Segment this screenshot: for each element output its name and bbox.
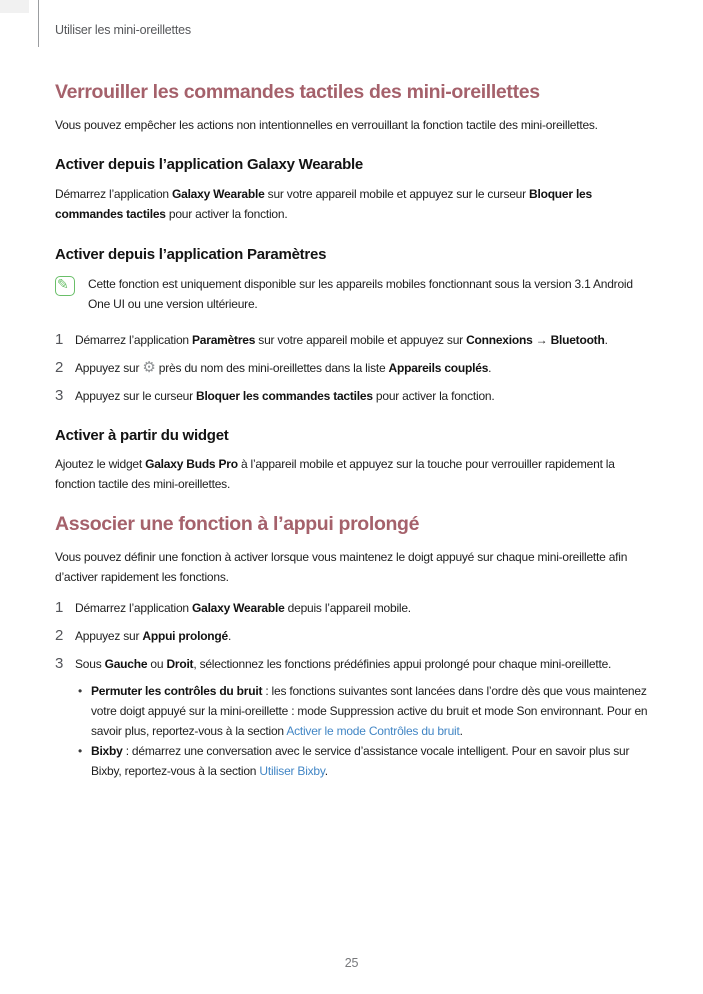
bullet-item-text bbox=[91, 741, 649, 781]
bold-text: Appui prolongé bbox=[142, 629, 228, 643]
numbered-list-touch-and-hold bbox=[55, 598, 649, 781]
paragraph-lock-intro: Vous pouvez empêcher les actions non intentionnelles en verrouillant la fonction tactile des mini-oreillettes. bbox=[55, 118, 598, 132]
text-segment: → bbox=[532, 333, 551, 347]
list-item-text bbox=[75, 598, 649, 618]
bold-text: Appareils couplés bbox=[388, 361, 489, 375]
text-segment: . bbox=[459, 724, 463, 738]
list-item bbox=[55, 598, 649, 618]
note-text: Cette fonction est uniquement disponible sur les appareils mobiles fonctionnant sous la version 3.1 Android One UI ou une version ultérieure. bbox=[88, 277, 633, 311]
bold-text: Droit bbox=[166, 657, 194, 671]
text-segment: , sélectionnez les fonctions prédéfinies appui prolongé pour chaque mini-oreillette. bbox=[193, 657, 612, 671]
text-segment: pour activer la fonction. bbox=[372, 389, 495, 403]
list-item bbox=[55, 330, 649, 350]
text-segment: ou bbox=[147, 657, 167, 671]
list-item-text bbox=[75, 330, 649, 350]
text-segment: Appuyez sur bbox=[75, 629, 143, 643]
text-segment: Démarrez l’application bbox=[75, 333, 192, 347]
text-segment: . bbox=[488, 361, 492, 375]
text-segment: . bbox=[324, 764, 328, 778]
list-number: 3 bbox=[55, 387, 64, 404]
note-callout bbox=[55, 274, 649, 314]
section-title-touch-and-hold: Associer une fonction à l’appui prolongé bbox=[55, 513, 420, 535]
bullet-item-text bbox=[91, 681, 649, 741]
bold-text: Gauche bbox=[104, 657, 148, 671]
subsection-title-enable-galaxy-wearable: Activer depuis l’application Galaxy Wearable bbox=[55, 156, 364, 173]
text-segment: : les fonctions suivantes sont lancées dans l’ordre dès que vous maintenez votre doigt appuyé sur la mini-oreillette : mode Suppression active du bruit et mode Son environnant. Pour en savoir plus, reportez-vous à la section bbox=[91, 684, 648, 738]
section-title-lock-touch-controls: Verrouiller les commandes tactiles des mini-oreillettes bbox=[55, 81, 540, 103]
text-segment: depuis l’appareil mobile. bbox=[284, 601, 411, 615]
paragraph-enable-galaxy-wearable bbox=[55, 184, 649, 224]
subsection-title-enable-settings-app: Activer depuis l’application Paramètres bbox=[55, 246, 327, 263]
cross-reference-link[interactable]: Utiliser Bixby bbox=[259, 764, 325, 778]
list-item-text bbox=[75, 386, 649, 406]
bold-text: Permuter les contrôles du bruit bbox=[91, 684, 263, 698]
list-item-text bbox=[75, 654, 649, 781]
bullet-list bbox=[75, 681, 649, 781]
header-vertical-rule bbox=[38, 0, 39, 47]
bold-text: Galaxy Wearable bbox=[172, 187, 265, 201]
corner-scan-artifact bbox=[0, 0, 29, 13]
settings-gear-icon bbox=[142, 358, 155, 378]
running-header: Utiliser les mini-oreillettes bbox=[55, 23, 191, 37]
text-segment: Appuyez sur bbox=[75, 361, 143, 375]
text-segment: pour activer la fonction. bbox=[165, 207, 288, 221]
list-item bbox=[55, 626, 649, 646]
bullet-marker: • bbox=[78, 744, 82, 758]
text-segment: : démarrez une conversation avec le service d’assistance vocale intelligent. Pour en savoir plus sur Bixby, reportez-vous à la section bbox=[91, 744, 630, 778]
list-number: 1 bbox=[55, 599, 64, 616]
bold-text: Bloquer les commandes tactiles bbox=[55, 187, 592, 221]
bullet-item bbox=[75, 681, 649, 741]
bold-text: Bloquer les commandes tactiles bbox=[196, 389, 373, 403]
bold-text: Bluetooth bbox=[550, 333, 605, 347]
numbered-list-enable-settings bbox=[55, 330, 649, 406]
list-number: 3 bbox=[55, 655, 64, 672]
text-segment: . bbox=[227, 629, 232, 643]
list-number: 2 bbox=[55, 627, 64, 644]
edit-note-icon bbox=[55, 276, 75, 296]
text-segment: Sous bbox=[75, 657, 105, 671]
text-segment: à l’appareil mobile et appuyez sur la touche pour verrouiller rapidement la fonction tactile des mini-oreillettes. bbox=[55, 457, 615, 491]
bold-text: Connexions bbox=[466, 333, 533, 347]
paragraph-enable-widget bbox=[55, 454, 649, 494]
bullet-marker: • bbox=[78, 684, 82, 698]
bold-text: Bixby bbox=[91, 744, 123, 758]
text-segment: Démarrez l’application bbox=[55, 187, 172, 201]
bold-text: Galaxy Wearable bbox=[192, 601, 285, 615]
list-number: 2 bbox=[55, 359, 64, 376]
list-item-lead bbox=[75, 657, 611, 671]
list-number: 1 bbox=[55, 331, 64, 348]
text-segment: Appuyez sur le curseur bbox=[75, 389, 196, 403]
list-item bbox=[55, 386, 649, 406]
text-segment: Démarrez l’application bbox=[75, 601, 192, 615]
text-segment: Ajoutez le widget bbox=[55, 457, 146, 471]
subsection-title-enable-widget: Activer à partir du widget bbox=[55, 427, 229, 444]
cross-reference-link[interactable]: Activer le mode Contrôles du bruit bbox=[286, 724, 460, 738]
list-item bbox=[55, 654, 649, 781]
list-item-text bbox=[75, 626, 649, 646]
text-segment: sur votre appareil mobile et appuyez sur bbox=[255, 333, 467, 347]
paragraph-touch-and-hold-intro: Vous pouvez définir une fonction à activer lorsque vous maintenez le doigt appuyé sur chaque mini-oreillette afin d’activer rapidement les fonctions. bbox=[55, 550, 628, 584]
text-segment: sur votre appareil mobile et appuyez sur le curseur bbox=[264, 187, 530, 201]
bold-text: Paramètres bbox=[192, 333, 256, 347]
page-content bbox=[55, 0, 649, 781]
bold-text: Galaxy Buds Pro bbox=[145, 457, 238, 471]
list-item-text bbox=[75, 358, 649, 378]
text-segment: près du nom des mini-oreillettes dans la liste bbox=[155, 361, 389, 375]
page-number: 25 bbox=[344, 956, 359, 970]
list-item bbox=[55, 358, 649, 378]
text-segment: . bbox=[604, 333, 608, 347]
bullet-item bbox=[75, 741, 649, 781]
